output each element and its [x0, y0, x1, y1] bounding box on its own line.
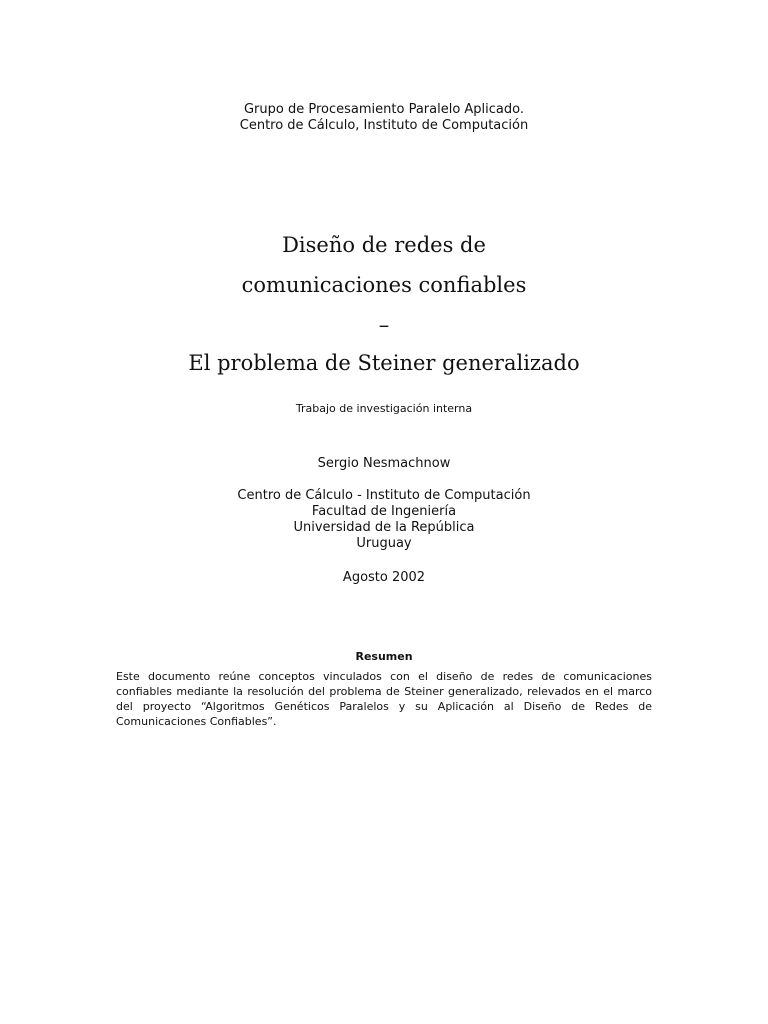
affiliation-line-3: Universidad de la República [293, 520, 475, 535]
document-date: Agosto 2002 [342, 570, 426, 585]
institution-header [0, 102, 768, 134]
affiliation-line-4: Uruguay [356, 536, 412, 551]
document-subtitle: Trabajo de investigación interna [295, 402, 473, 415]
title-line-2: comunicaciones confiables [241, 273, 527, 297]
abstract-body: Este documento reúne conceptos vinculados con el diseño de redes de comunicaciones confiables mediante la resolución del problema de Steiner generalizado, relevados en el marco del proyecto “Algoritmos Genéticos Paralelos y su Aplicación al Diseño de Redes de Comunicaciones Confiables”. [116, 670, 652, 728]
abstract-heading: Resumen [355, 650, 413, 663]
author-affiliation [0, 488, 768, 552]
affiliation-line-1: Centro de Cálculo - Instituto de Computación [237, 488, 531, 503]
author-name: Sergio Nesmachnow [317, 456, 451, 471]
title-separator: – [378, 313, 390, 337]
title-line-3: El problema de Steiner generalizado [188, 351, 580, 375]
header-line-1: Grupo de Procesamiento Paralelo Aplicado. [243, 102, 524, 117]
header-line-2: Centro de Cálculo, Instituto de Computación [239, 118, 529, 133]
title-line-1: Diseño de redes de [282, 233, 486, 257]
affiliation-line-2: Facultad de Ingeniería [311, 504, 457, 519]
